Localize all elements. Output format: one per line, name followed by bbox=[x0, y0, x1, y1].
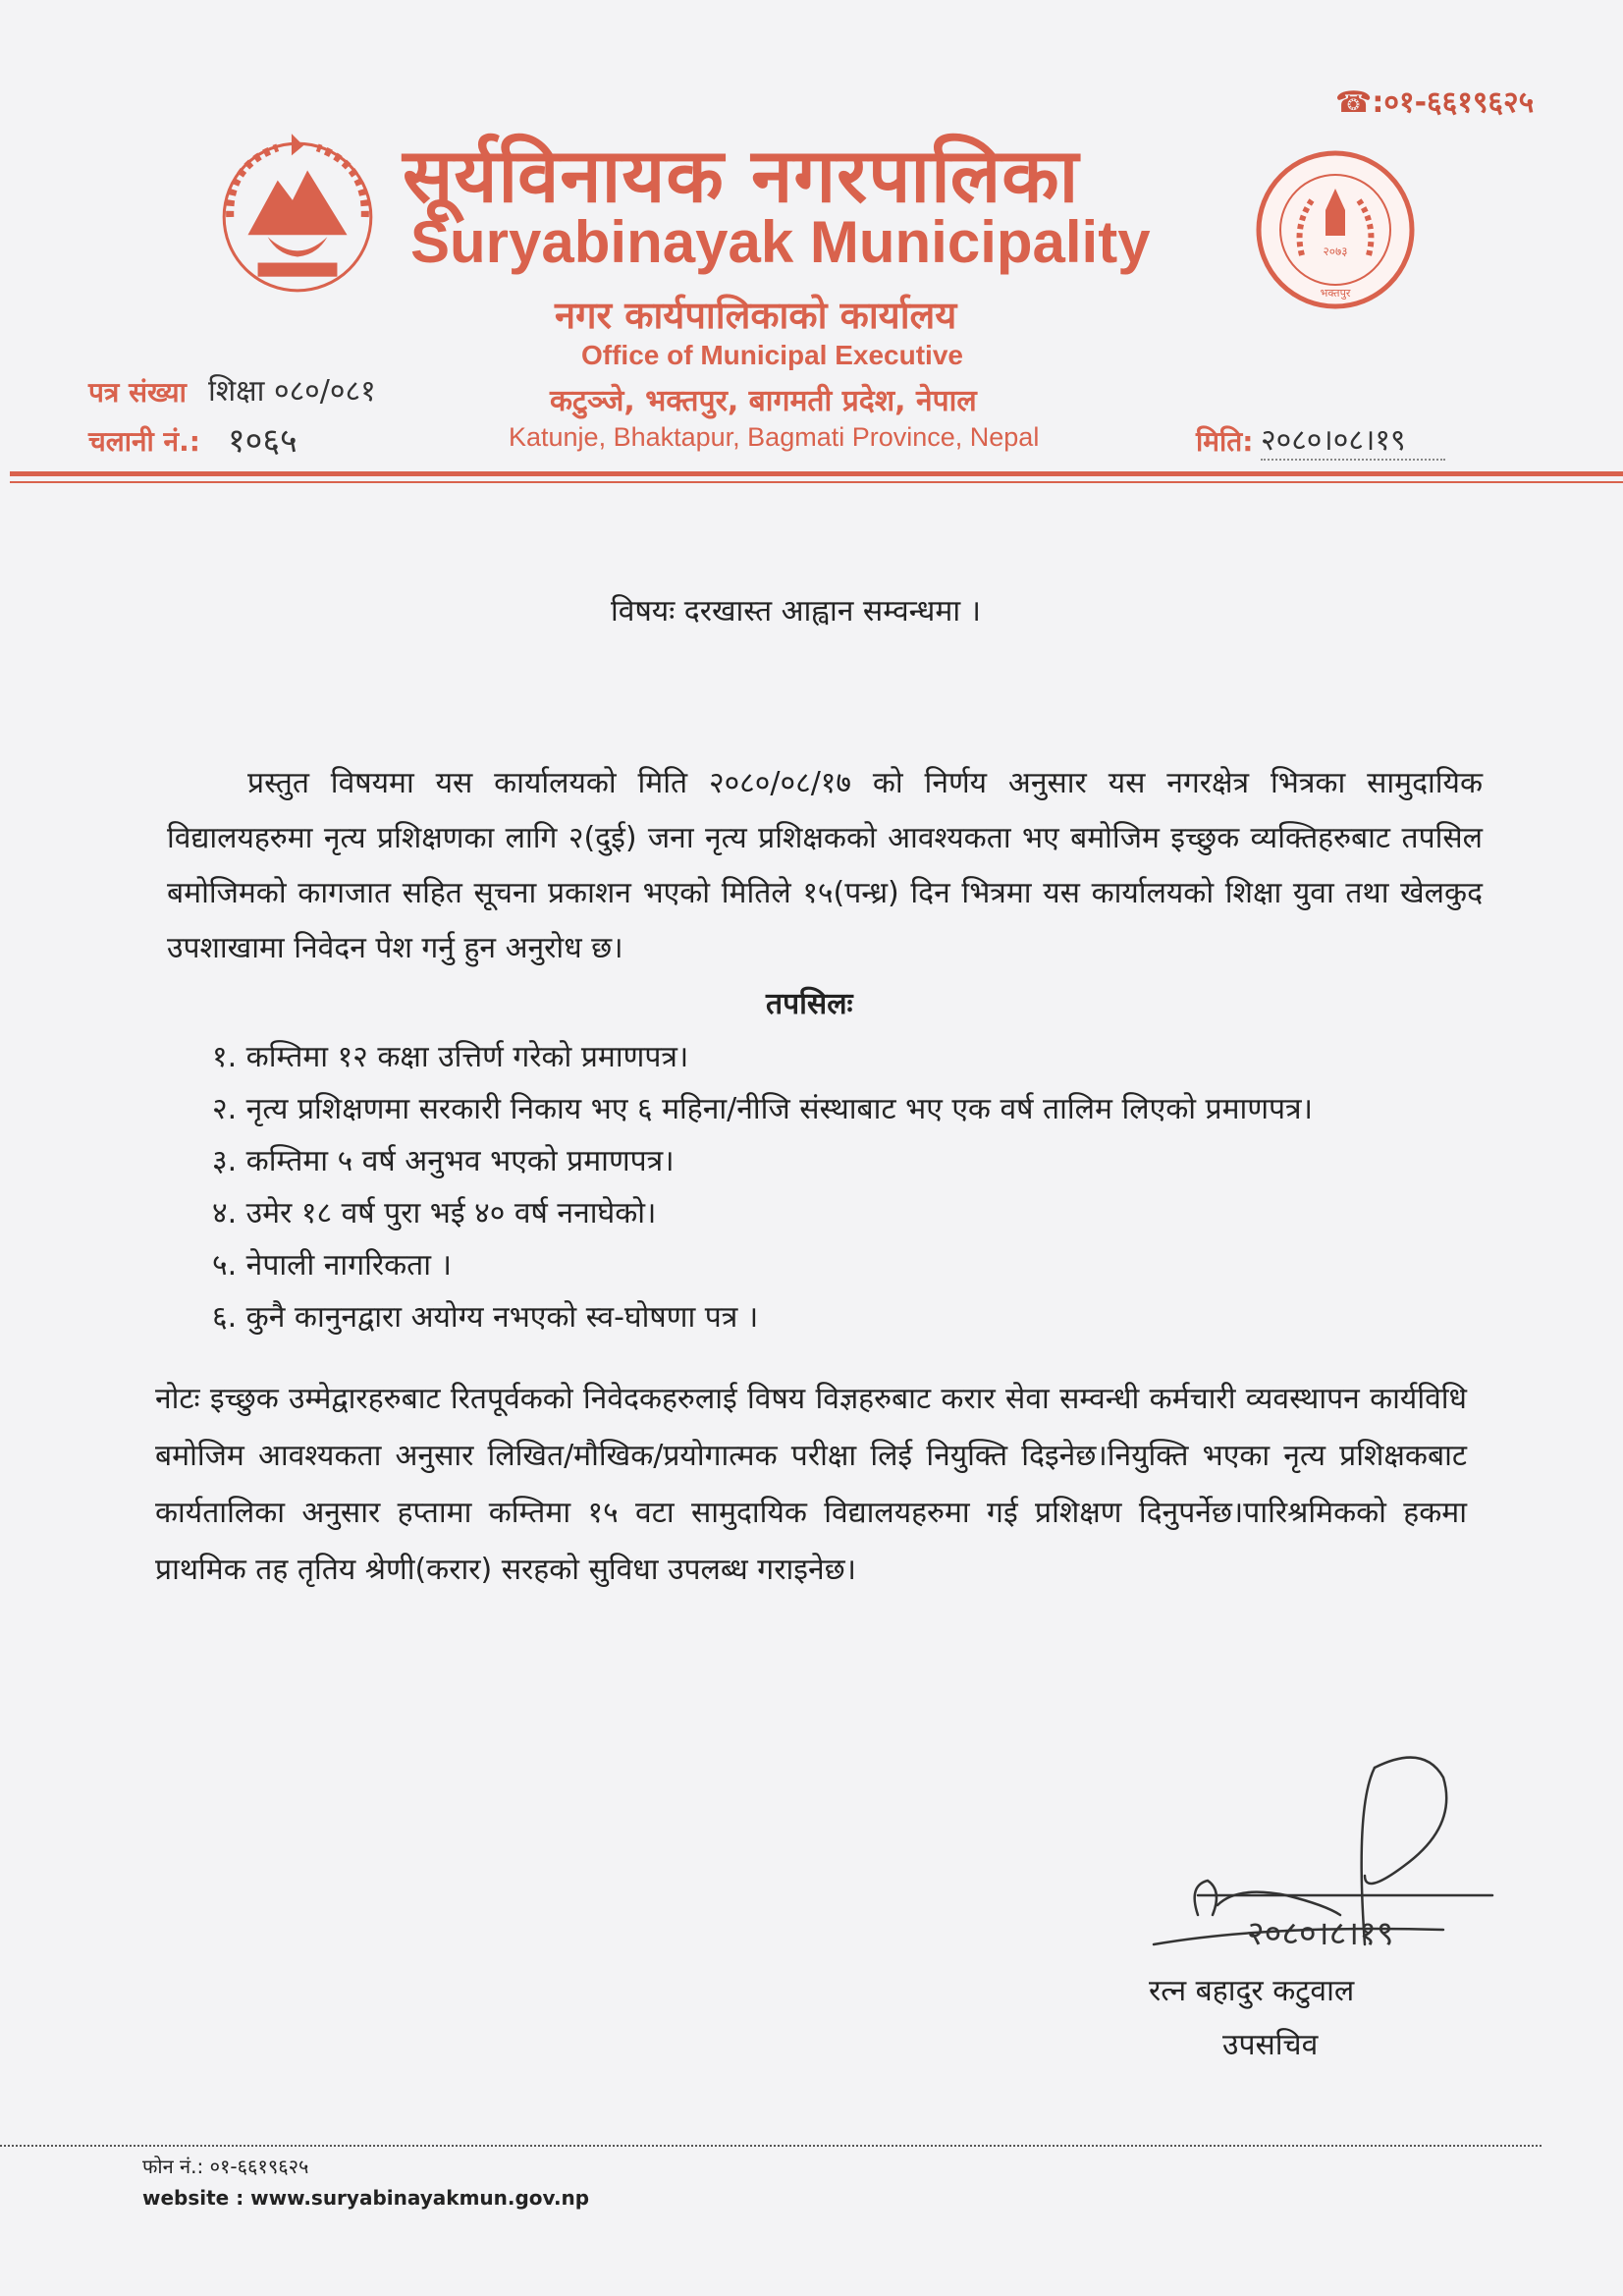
requirements-list bbox=[212, 1031, 1313, 1343]
footer-website: website : www.suryabinayakmun.gov.np bbox=[142, 2186, 590, 2210]
chalani-label: चलानी नं.: bbox=[88, 425, 200, 458]
list-item: ६. कुनै कानुनद्वारा अयोग्य नभएको स्व-घोषणा पत्र । bbox=[212, 1300, 759, 1335]
date-label: मिति: bbox=[1196, 425, 1254, 458]
tapsil-heading: तपसिलः bbox=[766, 987, 853, 1021]
signatory-title: उपसचिव bbox=[1222, 2028, 1319, 2062]
letter-body bbox=[167, 756, 1483, 976]
patra-sankhya-label: पत्र संख्या bbox=[88, 376, 187, 409]
seal-place: भक्तपुर bbox=[1320, 287, 1351, 300]
list-item: ४. उमेर १८ वर्ष पुरा भई ४० वर्ष ननाघेको। bbox=[212, 1196, 657, 1230]
date-value: २०८०।०८।१९ bbox=[1261, 418, 1445, 461]
municipality-name-en: Suryabinayak Municipality bbox=[410, 209, 1151, 275]
municipality-name-np: सूर्यविनायक नगरपालिका bbox=[403, 132, 1080, 219]
footer-phone: फोन नं.: ०१-६६१९६२५ bbox=[142, 2155, 309, 2178]
body-paragraph: प्रस्तुत विषयमा यस कार्यालयको मिति २०८०/०८/१७ को निर्णय अनुसार यस नगरक्षेत्र भित्रका सामुदायिक विद्यालयहरुमा नृत्य प्रशिक्षणका लागि २(दुई) जना नृत्य प्रशिक्षकको आवश्यकता भए बमोजिम इच्छुक व्यक्तिहरुबाट तपसिल बमोजिमको कागजात सहित सूचना प्रकाशन भएको मितिले १५(पन्ध्र) दिन भित्रमा यस कार्यालयको शिक्षा युवा तथा खेलकुद उपशाखामा निवेदन पेश गर्नु हुन अनुरोध छ। bbox=[167, 766, 1483, 965]
list-item: ३. कम्तिमा ५ वर्ष अनुभव भएको प्रमाणपत्र। bbox=[212, 1144, 675, 1178]
footer-divider bbox=[0, 2145, 1542, 2147]
letter-subject: विषयः दरखास्त आह्वान सम्वन्धमा । bbox=[611, 594, 981, 629]
municipality-seal-icon bbox=[1255, 149, 1416, 310]
address-np: कटुञ्जे, भक्तपुर, बागमती प्रदेश, नेपाल bbox=[550, 384, 977, 418]
chalani-value: १०६५ bbox=[228, 421, 298, 461]
office-name-np: नगर कार्यपालिकाको कार्यालय bbox=[555, 294, 957, 337]
patra-sankhya-value: शिक्षा ०८०/०८१ bbox=[208, 374, 376, 409]
handwritten-signature bbox=[1129, 1748, 1502, 2003]
seal-year: २०७३ bbox=[1323, 245, 1348, 258]
list-item: २. नृत्य प्रशिक्षणमा सरकारी निकाय भए ६ महिना/नीजि संस्थाबाट भए एक वर्ष तालिम लिएको प्रमाणपत्र। bbox=[212, 1092, 1313, 1126]
header-divider-thin bbox=[10, 481, 1623, 483]
header-phone: ☎:०१-६६१९६२५ bbox=[1335, 85, 1535, 120]
signatory-name: रत्न बहादुर कटुवाल bbox=[1149, 1974, 1355, 2008]
list-item: ५. नेपाली नागरिकता । bbox=[212, 1248, 452, 1283]
list-item: १. कम्तिमा १२ कक्षा उत्तिर्ण गरेको प्रमाणपत्र। bbox=[212, 1040, 689, 1074]
signature-date: २०८०।८।१९ bbox=[1247, 1914, 1394, 1953]
header-divider bbox=[10, 471, 1623, 476]
office-name-en: Office of Municipal Executive bbox=[581, 340, 963, 370]
note-paragraph: नोटः इच्छुक उम्मेद्वारहरुबाट रितपूर्वकको निवेदकहरुलाई विषय विज्ञहरुबाट करार सेवा सम्वन्धी कर्मचारी व्यवस्थापन कार्यविधि बमोजिम आवश्यकता अनुसार लिखित/मौखिक/प्रयोगात्मक परीक्षा लिई नियुक्ति दिइनेछ।नियुक्ति भएका नृत्य प्रशिक्षकबाट कार्यतालिका अनुसार हप्तामा कम्तिमा १५ वटा सामुदायिक विद्यालयहरुमा गई प्रशिक्षण दिनुपर्नेछ।पारिश्रमिकको हकमा प्राथमिक तह तृतिय श्रेणी(करार) सरहको सुविधा उपलब्ध गराइनेछ। bbox=[155, 1382, 1467, 1587]
address-en: Katunje, Bhaktapur, Bagmati Province, Nepal bbox=[509, 422, 1040, 452]
nepal-emblem-icon bbox=[208, 126, 387, 304]
